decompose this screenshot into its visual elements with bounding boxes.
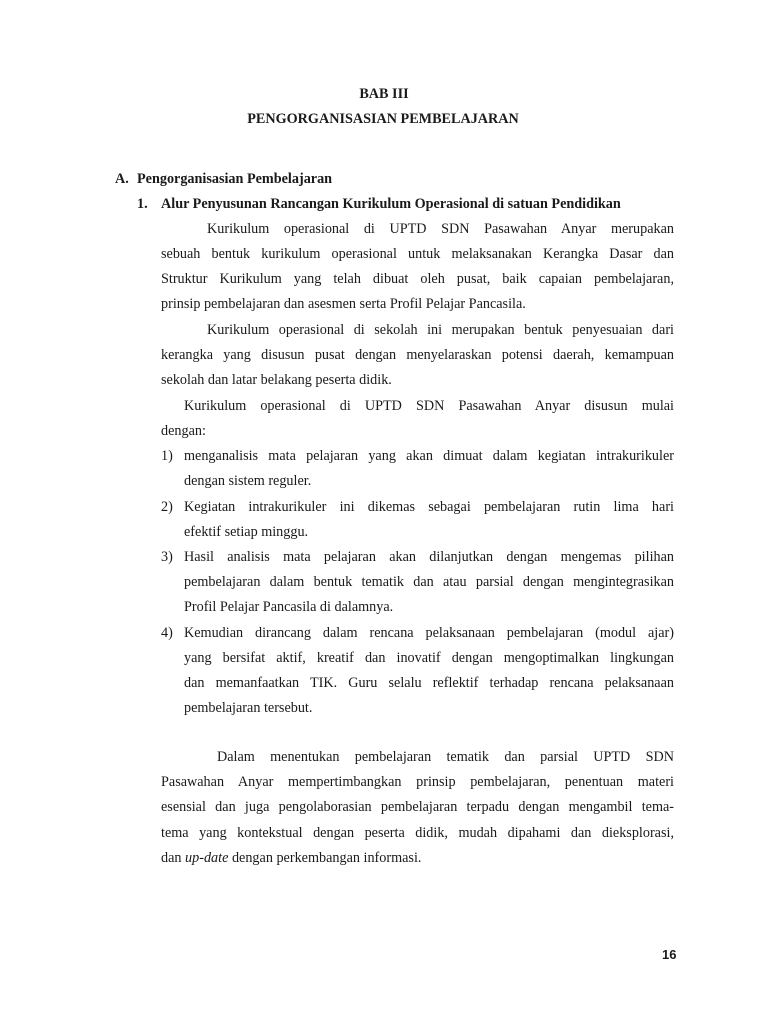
paragraph-2-line: Kurikulum operasional di sekolah ini merupakan bentuk penyesuaian dari bbox=[207, 322, 674, 338]
chapter-number: BAB III bbox=[359, 86, 409, 102]
paragraph-3-line: dengan: bbox=[161, 423, 206, 439]
list-item-line: pembelajaran tersebut. bbox=[184, 700, 313, 716]
page-number: 16 bbox=[662, 947, 677, 962]
subsection-marker: 1. bbox=[137, 196, 148, 212]
subsection-title: Alur Penyusunan Rancangan Kurikulum Operasional di satuan Pendidikan bbox=[161, 196, 621, 212]
paragraph-1-line: Kurikulum operasional di UPTD SDN Pasawahan Anyar merupakan bbox=[207, 221, 674, 237]
list-item-line: pembelajaran dalam bentuk tematik dan atau parsial dengan mengintegrasikan bbox=[184, 574, 674, 590]
paragraph-4-line bbox=[161, 846, 421, 871]
paragraph-3-line: Kurikulum operasional di UPTD SDN Pasawahan Anyar disusun mulai bbox=[184, 398, 674, 414]
paragraph-4-text: dan bbox=[161, 850, 186, 866]
list-item-line: efektif setiap minggu. bbox=[184, 524, 309, 540]
paragraph-2-line: kerangka yang disusun pusat dengan menyelaraskan potensi daerah, kemampuan bbox=[161, 347, 674, 363]
list-item-line: dengan sistem reguler. bbox=[184, 473, 312, 489]
paragraph-4-text: dengan perkembangan informasi. bbox=[228, 850, 422, 866]
list-item-line: Hasil analisis mata pelajaran akan dilanjutkan dengan mengemas pilihan bbox=[184, 549, 674, 565]
list-item-line: Kegiatan intrakurikuler ini dikemas sebagai pembelajaran rutin lima hari bbox=[184, 499, 674, 515]
list-marker: 4) bbox=[161, 625, 173, 641]
list-marker: 1) bbox=[161, 448, 173, 464]
section-title: Pengorganisasian Pembelajaran bbox=[137, 171, 333, 187]
list-item-line: Kemudian dirancang dalam rencana pelaksanaan pembelajaran (modul ajar) bbox=[184, 625, 674, 641]
list-marker: 2) bbox=[161, 499, 173, 515]
paragraph-4-line: Dalam menentukan pembelajaran tematik dan parsial UPTD SDN bbox=[217, 749, 674, 765]
paragraph-4-line: esensial dan juga pengolaborasian pembelajaran terpadu dengan mengambil tema- bbox=[161, 799, 674, 815]
section-marker: A. bbox=[115, 171, 129, 187]
list-item-line: yang bersifat aktif, kreatif dan inovatif dengan mengoptimalkan lingkungan bbox=[184, 650, 674, 666]
list-item-line: Profil Pelajar Pancasila di dalamnya. bbox=[184, 599, 394, 615]
list-item-line: menganalisis mata pelajaran yang akan dimuat dalam kegiatan intrakurikuler bbox=[184, 448, 674, 464]
paragraph-1-line: sebuah bentuk kurikulum operasional untuk melaksanakan Kerangka Dasar dan bbox=[161, 246, 674, 262]
paragraph-4-line: tema yang kontekstual dengan peserta didik, mudah dipahami dan dieksplorasi, bbox=[161, 825, 674, 841]
paragraph-2-line: sekolah dan latar belakang peserta didik. bbox=[161, 372, 392, 388]
list-item-line: dan memanfaatkan TIK. Guru selalu reflektif terhadap rencana pelaksanaan bbox=[184, 675, 674, 691]
italic-term: up-date bbox=[185, 850, 229, 866]
chapter-title: PENGORGANISASIAN PEMBELAJARAN bbox=[247, 111, 519, 127]
paragraph-4-line: Pasawahan Anyar mempertimbangkan prinsip pembelajaran, penentuan materi bbox=[161, 774, 674, 790]
paragraph-1-line: prinsip pembelajaran dan asesmen serta Profil Pelajar Pancasila. bbox=[161, 296, 526, 312]
list-marker: 3) bbox=[161, 549, 173, 565]
paragraph-1-line: Struktur Kurikulum yang telah dibuat oleh pusat, baik capaian pembelajaran, bbox=[161, 271, 674, 287]
